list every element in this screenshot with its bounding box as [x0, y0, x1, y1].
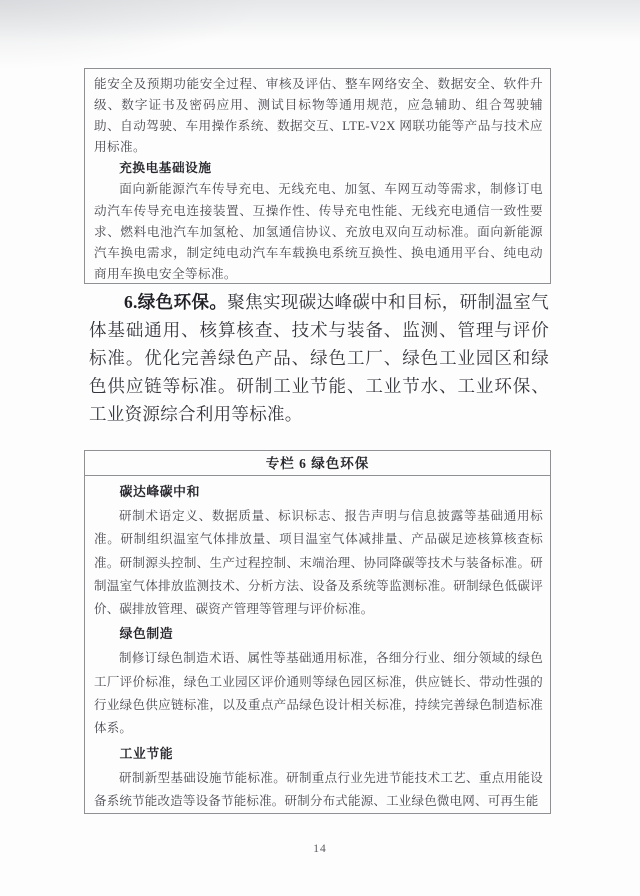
section-heading-green-manufacturing: 绿色制造	[119, 627, 174, 642]
body-paragraph-green-environment	[89, 288, 549, 428]
box-paragraph-continuation: 能安全及预期功能安全过程、审核及评估、整车网络安全、数据安全、软件升级、数字证书及密码应用、测试目标物等通用规范，应急辅助、组合驾驶辅助、自动驾驶、车用操作系统、数据交互、LTE-V2X 网联功能等产品与技术应用标准。	[94, 77, 543, 155]
paragraph-lead-number-title: 6.绿色环保。	[124, 292, 228, 312]
column-box-title: 专栏 6 绿色环保	[85, 451, 550, 476]
section-text-industrial-energy-saving: 研制新型基础设施节能标准。研制重点行业先进节能技术工艺、重点用能设备系统节能改造等设备节能标准。研制分布式能源、工业绿色微电网、可再生能	[94, 770, 543, 808]
section-text-carbon-peak-neutrality: 研制术语定义、数据质量、标识标志、报告声明与信息披露等基础通用标准。研制组织温室气体排放量、项目温室气体减排量、产品碳足迹核算核查标准。研制源头控制、生产过程控制、末端治理、协同降碳等技术与装备标准。研制温室气体排放监测技术、分析方法、设备及系统等监测标准。研制绿色低碳评价、碳排放管理、碳资产管理等管理与评价标准。	[94, 509, 543, 617]
section-text-green-manufacturing: 制修订绿色制造术语、属性等基础通用标准，各细分行业、细分领域的绿色工厂评价标准，绿色工业园区评价通则等绿色园区标准，供应链长、带动性强的行业绿色供应链标准，以及重点产品绿色设计相关标准，持续完善绿色制造标准体系。	[94, 651, 543, 736]
paragraph-body-text: 聚焦实现碳达峰碳中和目标，研制温室气体基础通用、核算核查、技术与装备、监测、管理与评价标准。优化完善绿色产品、绿色工厂、绿色工业园区和绿色供应链等标准。研制工业节能、工业节水、工业环保、工业资源综合利用等标准。	[89, 292, 549, 424]
scan-shading-corner	[0, 0, 260, 70]
section-heading-industrial-energy-saving: 工业节能	[119, 746, 174, 761]
box-paragraph-charging: 面向新能源汽车传导充电、无线充电、加氢、车网互动等需求，制修订电动汽车传导充电连接装置、互操作性、传导充电性能、无线充电通信一致性要求、燃料电池汽车加氢枪、加氢通信协议、充放电双向互动标准。面向新能源汽车换电需求，制定纯电动汽车车载换电系统互换性、换电通用平台、纯电动商用车换电安全等标准。	[94, 182, 543, 281]
standards-box-continuation	[84, 68, 551, 284]
column-box-body	[85, 476, 550, 813]
box-subheading-charging-infrastructure: 充换电基础设施	[119, 161, 212, 176]
section-heading-carbon-peak-neutrality: 碳达峰碳中和	[119, 485, 200, 499]
page-number: 14	[313, 843, 327, 855]
scan-shading-top	[0, 0, 640, 42]
column-box-6-green-environment	[84, 450, 551, 814]
